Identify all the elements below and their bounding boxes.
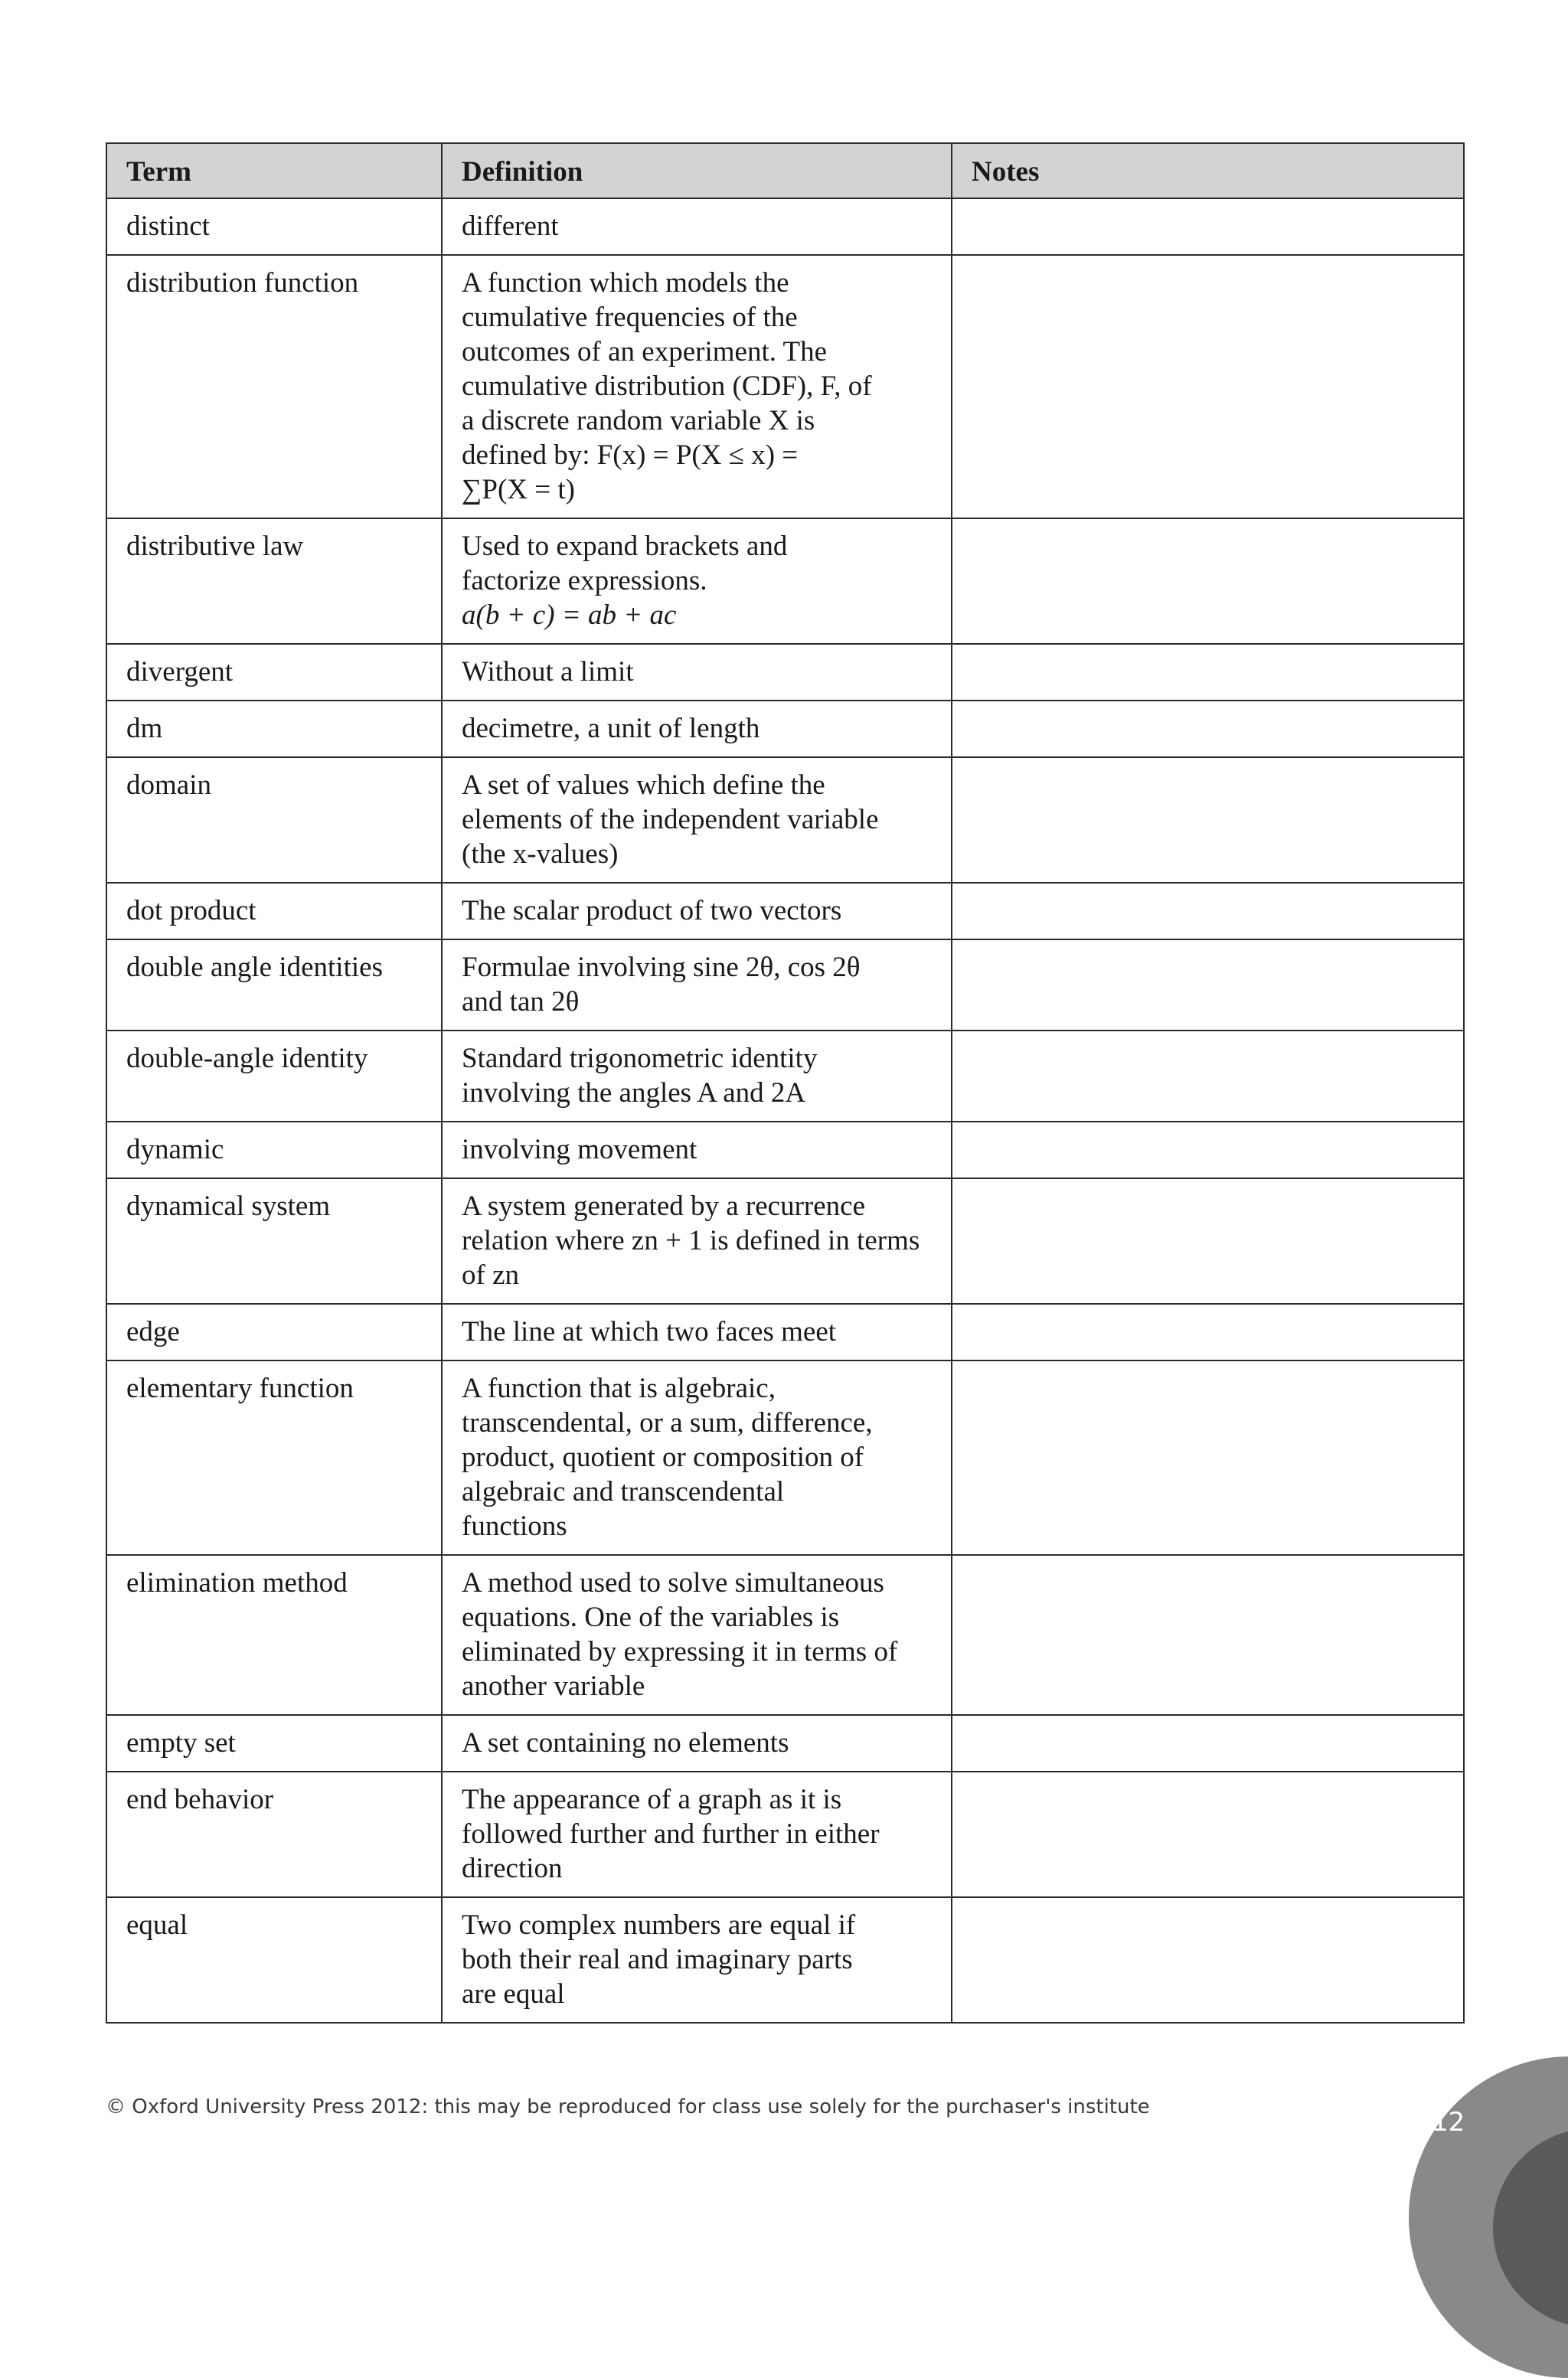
- definition-cell: [442, 701, 952, 757]
- term-cell: dynamical system: [106, 1178, 442, 1304]
- term-cell: double angle identities: [106, 939, 442, 1031]
- table-row: [106, 1715, 1464, 1772]
- notes-cell[interactable]: [952, 1715, 1464, 1772]
- notes-cell[interactable]: [952, 255, 1464, 518]
- table-row: [106, 1772, 1464, 1897]
- definition-line: Formulae involving sine 2θ, cos 2θ: [462, 952, 861, 983]
- definition-cell: [442, 1360, 952, 1555]
- definition-line: elements of the independent variable: [462, 804, 879, 835]
- definition-line: relation where zn + 1 is defined in terms: [462, 1225, 920, 1256]
- definition-line: eliminated by expressing it in terms of: [462, 1636, 898, 1668]
- definition-column-header: Definition: [442, 143, 952, 198]
- term-cell: elimination method: [106, 1555, 442, 1715]
- term-cell: dynamic: [106, 1122, 442, 1178]
- definition-line: both their real and imaginary parts: [462, 1944, 853, 1975]
- term-cell: dm: [106, 701, 442, 757]
- notes-column-header: Notes: [952, 143, 1464, 198]
- definition-cell: [442, 883, 952, 939]
- definition-cell: [442, 1555, 952, 1715]
- term-cell: end behavior: [106, 1772, 442, 1897]
- definition-line: Standard trigonometric identity: [462, 1043, 818, 1074]
- notes-cell[interactable]: [952, 1304, 1464, 1360]
- definition-line: A function that is algebraic,: [462, 1373, 776, 1404]
- definition-cell: [442, 644, 952, 701]
- notes-cell[interactable]: [952, 1555, 1464, 1715]
- table-row: [106, 1555, 1464, 1715]
- definition-line: product, quotient or composition of: [462, 1442, 864, 1473]
- definition-line: transcendental, or a sum, difference,: [462, 1407, 873, 1439]
- notes-cell[interactable]: [952, 1772, 1464, 1897]
- table-row: [106, 1122, 1464, 1178]
- definition-line: A set of values which define the: [462, 769, 825, 801]
- table-row: [106, 1897, 1464, 2023]
- definition-line: ∑P(X = t): [462, 474, 575, 505]
- notes-cell[interactable]: [952, 644, 1464, 701]
- term-cell: divergent: [106, 644, 442, 701]
- definition-cell: [442, 1304, 952, 1360]
- definition-line: equations. One of the variables is: [462, 1602, 840, 1633]
- definition-line: Two complex numbers are equal if: [462, 1909, 856, 1941]
- definition-line: defined by: F(x) = P(X ≤ x) =: [462, 439, 799, 471]
- notes-cell[interactable]: [952, 1178, 1464, 1304]
- definition-line: cumulative frequencies of the: [462, 302, 798, 333]
- header-row: [106, 143, 1464, 198]
- term-cell: equal: [106, 1897, 442, 2023]
- definition-cell: [442, 1897, 952, 2023]
- glossary-table: [106, 142, 1465, 2024]
- notes-cell[interactable]: [952, 757, 1464, 883]
- table-row: [106, 1178, 1464, 1304]
- term-cell: empty set: [106, 1715, 442, 1772]
- notes-cell[interactable]: [952, 1122, 1464, 1178]
- definition-line: functions: [462, 1511, 567, 1542]
- definition-line: Without a limit: [462, 656, 634, 688]
- term-cell: edge: [106, 1304, 442, 1360]
- definition-line: algebraic and transcendental: [462, 1476, 785, 1507]
- definition-line: decimetre, a unit of length: [462, 713, 760, 744]
- definition-line: cumulative distribution (CDF), F, of: [462, 371, 872, 402]
- definition-cell: [442, 1178, 952, 1304]
- copyright-notice: © Oxford University Press 2012: this may be reproduced for class use solely for the purchaser's institute: [106, 2095, 1150, 2118]
- definition-line: another variable: [462, 1671, 645, 1702]
- page-number: 12: [1432, 2107, 1465, 2138]
- notes-cell[interactable]: [952, 518, 1464, 644]
- table-row: [106, 518, 1464, 644]
- table-row: [106, 1031, 1464, 1122]
- definition-cell: [442, 757, 952, 883]
- notes-cell[interactable]: [952, 1360, 1464, 1555]
- table-row: [106, 644, 1464, 701]
- definition-line: involving the angles A and 2A: [462, 1077, 806, 1109]
- term-cell: dot product: [106, 883, 442, 939]
- definition-cell: [442, 1772, 952, 1897]
- definition-line: a(b + c) = ab + ac: [462, 599, 677, 631]
- definition-cell: [442, 198, 952, 255]
- term-column-header: Term: [106, 143, 442, 198]
- term-cell: domain: [106, 757, 442, 883]
- definition-line: outcomes of an experiment. The: [462, 336, 828, 367]
- notes-cell[interactable]: [952, 1031, 1464, 1122]
- definition-line: A function which models the: [462, 267, 789, 299]
- definition-cell: [442, 1715, 952, 1772]
- definition-line: factorize expressions.: [462, 565, 707, 596]
- notes-cell[interactable]: [952, 701, 1464, 757]
- definition-line: The line at which two faces meet: [462, 1316, 837, 1347]
- glossary-body: [106, 198, 1464, 2023]
- definition-cell: [442, 1122, 952, 1178]
- definition-line: A system generated by a recurrence: [462, 1191, 865, 1222]
- term-cell: elementary function: [106, 1360, 442, 1555]
- notes-cell[interactable]: [952, 939, 1464, 1031]
- table-row: [106, 939, 1464, 1031]
- term-cell: distribution function: [106, 255, 442, 518]
- definition-line: A method used to solve simultaneous: [462, 1567, 884, 1599]
- definition-line: and tan 2θ: [462, 986, 580, 1018]
- definition-line: The scalar product of two vectors: [462, 895, 842, 926]
- table-row: [106, 255, 1464, 518]
- table-row: [106, 757, 1464, 883]
- definition-cell: [442, 255, 952, 518]
- term-cell: distributive law: [106, 518, 442, 644]
- definition-line: (the x-values): [462, 838, 619, 870]
- definition-cell: [442, 1031, 952, 1122]
- table-row: [106, 1360, 1464, 1555]
- notes-cell[interactable]: [952, 883, 1464, 939]
- definition-line: different: [462, 211, 559, 242]
- definition-line: a discrete random variable X is: [462, 405, 815, 436]
- definition-cell: [442, 518, 952, 644]
- definition-line: direction: [462, 1853, 563, 1884]
- definition-line: followed further and further in either: [462, 1818, 880, 1850]
- definition-line: of zn: [462, 1259, 519, 1291]
- notes-cell[interactable]: [952, 198, 1464, 255]
- definition-line: A set containing no elements: [462, 1727, 789, 1759]
- table-row: [106, 883, 1464, 939]
- definition-cell: [442, 939, 952, 1031]
- table-row: [106, 701, 1464, 757]
- definition-line: The appearance of a graph as it is: [462, 1784, 842, 1815]
- table-row: [106, 198, 1464, 255]
- definition-line: involving movement: [462, 1134, 697, 1165]
- term-cell: double-angle identity: [106, 1031, 442, 1122]
- table-row: [106, 1304, 1464, 1360]
- definition-line: are equal: [462, 1978, 565, 2010]
- notes-cell[interactable]: [952, 1897, 1464, 2023]
- term-cell: distinct: [106, 198, 442, 255]
- definition-line: Used to expand brackets and: [462, 531, 788, 562]
